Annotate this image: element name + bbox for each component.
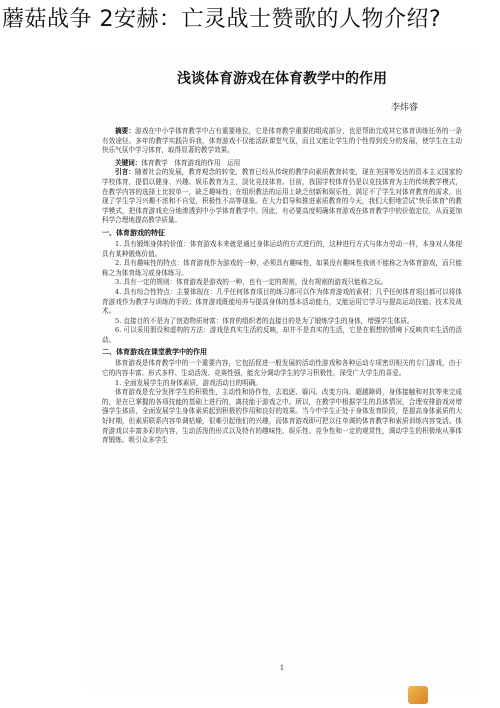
abstract [102,127,462,156]
headline-banner: 蘑菇战争 2安赫：亡灵战士赞歌的人物介绍? [2,7,442,32]
abstract-text: 游戏在中小学体育教学中占有重要地位，它是体育教学重要的组成部分，也是帮助完成其它体育训练任务的一条有效途径。多年的教学实践告诉我，体育游戏不仅能活跃课堂气氛，而且又能让学生的个性得到充分的发展，使学生在主动快乐气氛中学习体育，取得显著的教学效果。 [102,127,463,155]
section-1-item: 3. 具有一定的规则：体育游戏是游戏的一种，也有一定的规则，没有规则的游戏只能称之玩。 [115,278,388,287]
section-1-item: 2. 具有趣味性的特点：体育游戏作为游戏的一种，必须具有趣味性，如果没有趣味性我则不能称之为体育游戏，而只能称之为体育练习或身体练习。 [102,259,462,277]
document-page [86,50,478,690]
keywords-label: 关键词： [115,158,142,167]
section-1-item: 1. 具有锻炼身体的价值：体育游戏本来就是通过身体运动的方式进行的，这种进行方式与体力劳动一样，本身对人体便具有某种锻炼价值。 [102,239,462,258]
page-number: 1 [279,664,285,672]
section-2-heading: 二、体育游戏在课堂教学中的作用 [102,347,207,357]
intro-text: 随着社会的发展，教育观念的转变，教育已经从传统的教学向素质教育转变，现在美国等发达的资本主义国家的学校体育，提倡以健身、兴趣、娱乐教育为主，淡化竞技体育。目前，我国学校体育仍是以竞技体育为主的传统教学模式，在教学内容的选择上比较单一，缺乏趣味性；在组织教法的运用上缺乏创新和娱乐性，满足不了学生对体育教育的需求，出现了学生学习兴趣不浓和不自觉，积极性不高等现象。在大力倡导和推进素质教育的今天，我们大胆地尝试“快乐体育”的教学模式，把体育游戏充分地渗透到中小学体育教学中。因此，有必要高度明确体育游戏在体育教学中的价值定位，从而更加科学合理地提高教学质量。 [102,168,463,225]
section-1-item: 4. 具有综合性特点：主要体现在：几乎任何体育项目的练习都可以作为体育游戏的素材；几乎任何体育项目都可以将体育游戏作为教学与训练的手段；体育游戏既能培养与提高身体的基本活动能力，又能运用它学习与提高运动技能、技术及战术。 [102,287,462,316]
intro-label: 引言： [115,168,136,177]
section-1-heading: 一、体育游戏的特征 [102,227,165,237]
keywords-text: 体育教学 体育游戏的作用 运用 [141,158,241,167]
section-2-subheading: 1. 全面发展学生的身体素质，游戏活动目的明确。 [115,378,262,387]
section-2-intro: 体育游戏是体育教学中的一个重要内容，它包括促进一般发展的活动性游戏和各种运动专项密切相关的专门游戏，由于它的内容丰富、形式多样、生动活泼、竞赛性强，能充分调动学生的学习积极性，深受广大学生的喜爱。 [102,359,462,378]
keywords [102,159,462,169]
watermark-logo-icon [408,686,428,704]
section-2-body: 体育游戏是充分发挥学生的积极性，主动性和协作性，去追逐、躲闪、改变方向、超越障碍，身体接触和对抗等来完成的，是在已掌握的各项技能的基础上进行的，离技能于游戏之中。所以，在教学中根据学生的具体情况，合理安排游戏对增强学生体质，全面发展学生身体素质起到积极的作用和良好的效果。当今中学生正处于身体发育阶段，是提高身体素质的大好时期，但素质联系内容单调枯燥，很难引起他们的兴趣，而体育游戏即可把以往单调的体育教学和素质训练内容变活。体育游戏以丰富多彩的内容，生动活泼的形式以及特有的趣味性、娱乐性、竞争性和一定的观赏性，调动学生的积极地从事体育锻炼。吸引众多学生 [102,388,462,445]
abstract-label: 摘要： [115,127,136,135]
section-1-item: 5. 直接目的不是为了创造物质财富：体育的组织者的直接目的是为了锻炼学生的身体，增强学生体质。 [115,316,414,325]
paper-author: 李炜睿 [390,103,418,113]
paper-title: 浅谈体育游戏在体育教学中的作用 [177,71,387,87]
site-watermark [408,684,494,706]
section-1-item: 6. 可以采用假设和虚构的方法：游戏是真实生活的反映，却并不是真实的生活，它是在假想的情境下反映真实生活的活动。 [102,326,462,344]
introduction [102,168,462,226]
